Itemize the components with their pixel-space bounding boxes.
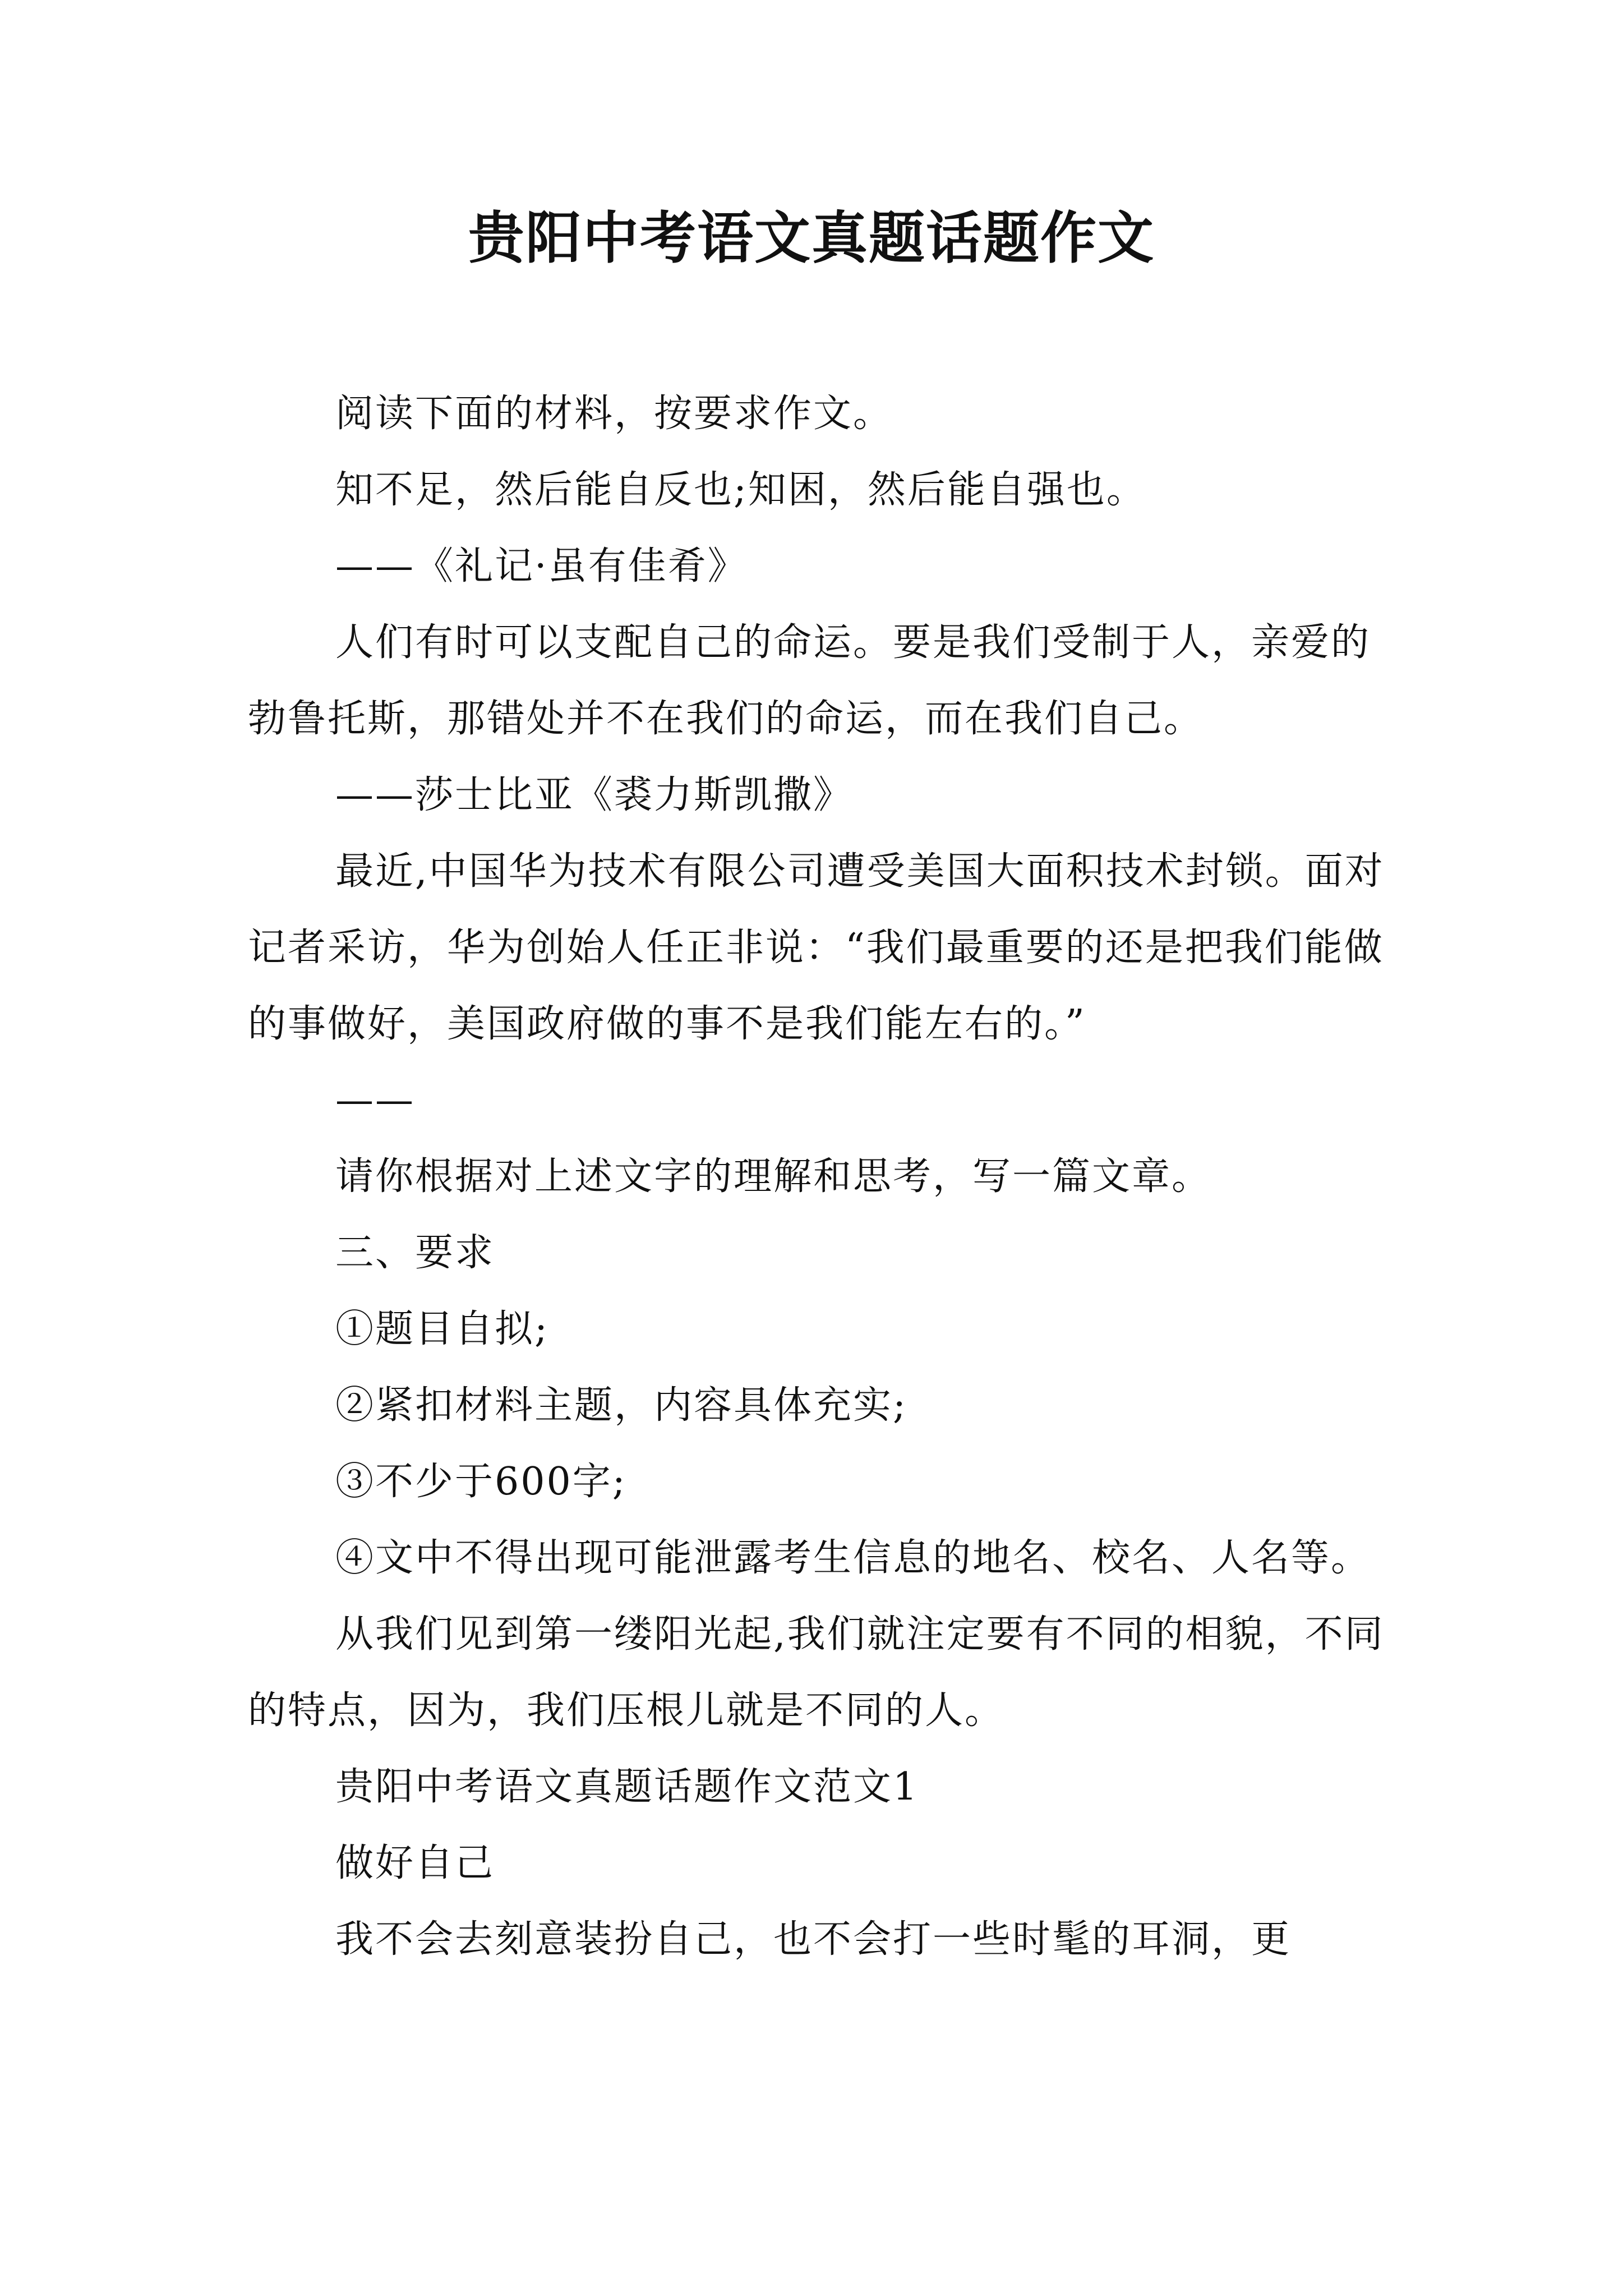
paragraph: ——《礼记·虽有佳肴》: [335, 544, 748, 588]
paragraph: 三、要求: [335, 1231, 495, 1275]
paragraph: 请你根据对上述文字的理解和思考，写一篇文章。: [335, 1154, 1212, 1199]
paragraph: 贵阳中考语文真题话题作文范文1: [335, 1765, 919, 1809]
paragraph: 最近,中国华为技术有限公司遭受美国大面积技术封锁。面对记者采访，华为创始人任正非说：“我们最重要的还是把我们能做的事做好，美国政府做的事不是我们能左右的。”: [248, 849, 1385, 1046]
paragraph: ——莎士比亚《裘力斯凯撒》: [335, 773, 854, 817]
paragraph: 做好自己: [335, 1841, 495, 1885]
document-body: [248, 376, 1392, 1978]
paragraph: ③不少于600字;: [335, 1460, 627, 1504]
paragraph: ①题目自拟;: [335, 1307, 549, 1351]
paragraph: 从我们见到第一缕阳光起,我们就注定要有不同的相貌，不同的特点，因为，我们压根儿就是不同的人。: [248, 1612, 1385, 1733]
paragraph: 知不足，然后能自反也;知困，然后能自强也。: [335, 468, 1146, 512]
paragraph: 人们有时可以支配自己的命运。要是我们受制于人，亲爱的勃鲁托斯，那错处并不在我们的命运，而在我们自己。: [248, 620, 1371, 741]
paragraph: ④文中不得出现可能泄露考生信息的地名、校名、人名等。: [335, 1536, 1371, 1580]
paragraph: 阅读下面的材料，按要求作文。: [335, 392, 893, 436]
document-title: 贵阳中考语文真题话题作文: [468, 205, 1155, 271]
paragraph: ②紧扣材料主题，内容具体充实;: [335, 1383, 907, 1428]
paragraph: ——: [335, 1078, 415, 1122]
paragraph: 我不会去刻意装扮自己，也不会打一些时髦的耳洞，更: [335, 1917, 1292, 1962]
